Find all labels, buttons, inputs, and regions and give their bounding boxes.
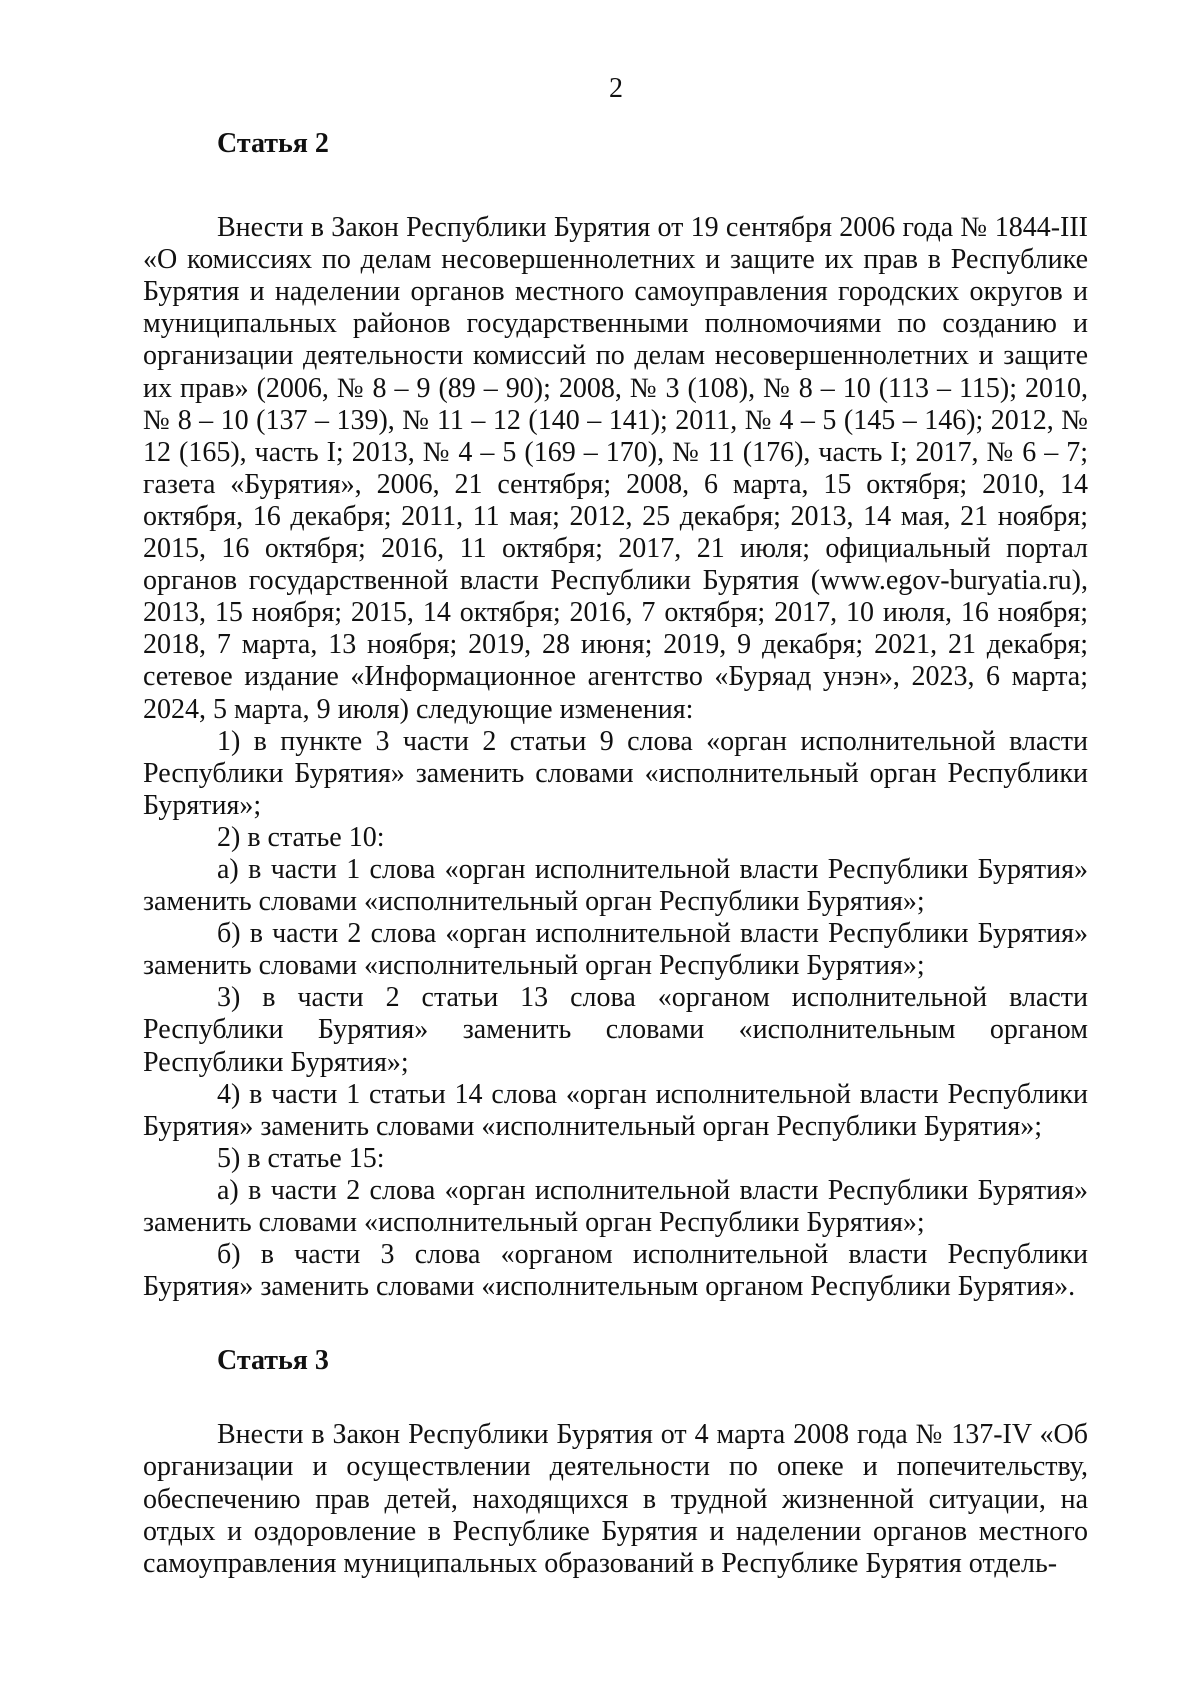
article-2-intro-paragraph: Внести в Закон Республики Бурятия от 19 сентября 2006 года № 1844-III «О комиссиях по делам несовершеннолетних и защите их прав в Республике Бурятия и наделении органов местного самоуправления городских округов и муниципальных районов государственными полномочиями по созданию и организации деятельности комиссий по делам несовершеннолетних и защите их прав» (2006, № 8 – 9 (89 – 90); 2008, № 3 (108), № 8 – 10 (113 – 115); 2010, № 8 – 10 (137 – 139), № 11 – 12 (140 – 141); 2011, № 4 – 5 (145 – 146); 2012, № 12 (165), часть I; 2013, № 4 – 5 (169 – 170), № 11 (176), часть I; 2017, № 6 – 7; газета «Бурятия», 2006, 21 сентября; 2008, 6 марта, 15 октября; 2010, 14 октября, 16 декабря; 2011, 11 мая; 2012, 25 декабря; 2013, 14 мая, 21 ноября; 2015, 16 октября; 2016, 11 октября; 2017, 21 июля; официальный портал органов государственной власти Республики Бурятия (www.egov-buryatia.ru), 2013, 15 ноября; 2015, 14 октября; 2016, 7 октября; 2017, 10 июля, 16 ноября; 2018, 7 марта, 13 ноября; 2019, 28 июня; 2019, 9 декабря; 2021, 21 декабря; сетевое издание «Информационное агентство «Буряад унэн», 2023, 6 марта; 2024, 5 марта, 9 июля) следующие изменения:	[143, 212, 1088, 725]
article-2-item: 2) в статье 10:	[217, 821, 385, 853]
article-2-item: а) в части 1 слова «орган исполнительной власти Республики Бурятия» заменить словами «исполнительный орган Республики Бурятия»;	[143, 853, 1088, 918]
article-2-item: б) в части 2 слова «орган исполнительной власти Республики Бурятия» заменить словами «исполнительный орган Республики Бурятия»;	[143, 918, 1088, 982]
article-2-item: 4) в части 1 статьи 14 слова «орган исполнительной власти Республики Бурятия» заменить словами «исполнительный орган Республики Бурятия»;	[143, 1078, 1088, 1142]
article-2-item: б) в части 3 слова «органом исполнительной власти Республики Бурятия» заменить словами «исполнительным органом Республики Бурятия».	[143, 1239, 1088, 1303]
article-2-item: 3) в части 2 статьи 13 слова «органом исполнительной власти Республики Бурятия» заменить словами «исполнительным органом Республики Бурятия»;	[143, 982, 1088, 1078]
article-2-heading: Статья 2	[217, 128, 329, 159]
article-2-item: 5) в статье 15:	[217, 1142, 385, 1174]
article-2-item: а) в части 2 слова «орган исполнительной власти Республики Бурятия» заменить словами «исполнительный орган Республики Бурятия»;	[143, 1174, 1088, 1238]
article-3-intro-paragraph: Внести в Закон Республики Бурятия от 4 марта 2008 года № 137-IV «Об организации и осуществлении деятельности по опеке и попечительству, обеспечению прав детей, находящихся в трудной жизненной ситуации, на отдых и оздоровление в Республике Бурятия и наделении органов местного самоуправления муниципальных образований в Республике Бурятия отдель-	[143, 1419, 1088, 1579]
article-2-item: 1) в пункте 3 части 2 статьи 9 слова «орган исполнительной власти Республики Бурятия» заменить словами «исполнительный орган Республики Бурятия»;	[143, 725, 1088, 821]
document-body	[143, 128, 1088, 1580]
page-number: 2	[609, 73, 623, 104]
article-3-heading: Статья 3	[217, 1345, 329, 1377]
